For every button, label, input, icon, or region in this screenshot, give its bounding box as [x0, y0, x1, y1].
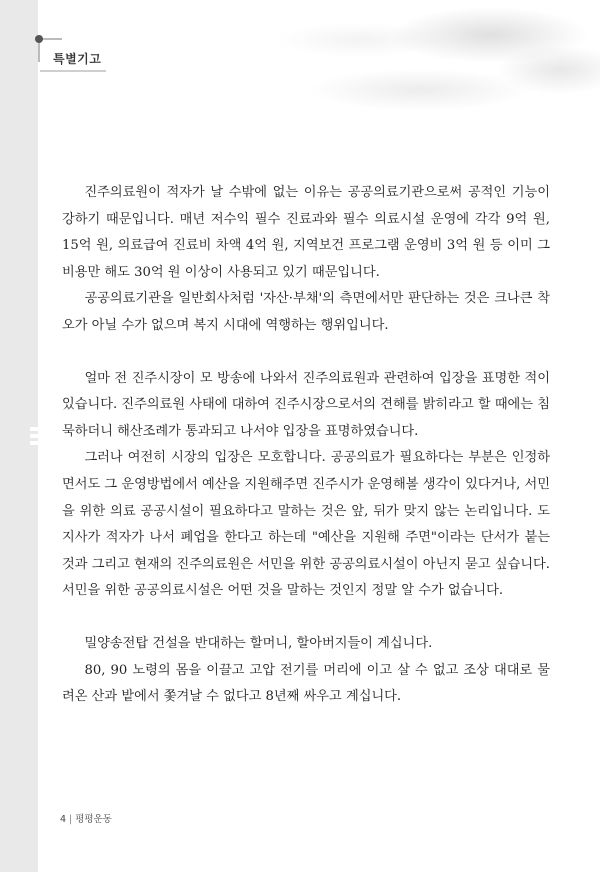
margin-tab — [30, 441, 38, 445]
page-number: 4 — [60, 814, 67, 825]
footer-separator: | — [69, 814, 73, 825]
section-underline — [40, 70, 106, 72]
paragraph: 그러나 여전히 시장의 입장은 모호합니다. 공공의료가 필요하다는 부분은 인정하면서도 그 운영방법에서 예산을 지원해주면 진주시가 운영해볼 생각이 있다거나, 서민을 위한 의료 공공시설이 필요하다고 말하는 것은 앞, 뒤가 맞지 않는 논리입니다. 도지사가 적자가 나서 폐업을 한다고 하는데 "예산을 지원해 주면"이라는 단서가 붙는 것과 그리고 현재의 진주의료원은 서민을 위한 공공의료시설이 아닌지 묻고 싶습니다. 서민을 위한 공공의료시설은 어떤 것을 말하는 것인지 정말 알 수가 없습니다. — [62, 450, 550, 599]
paragraph: 진주의료원이 적자가 날 수밖에 없는 이유는 공공의료기관으로써 공적인 기능이 강하기 때문입니다. 매년 저수익 필수 진료과와 필수 의료시설 운영에 각각 9억 원, 15억 원, 의료급여 진료비 차액 4억 원, 지역보건 프로그램 운영비 3억 원 등 이미 그 비용만 해도 30억 원 이상이 사용되고 있기 때문입니다. — [62, 185, 550, 280]
paragraph: 밀양송전탑 건설을 반대하는 할머니, 할아버지들이 계십니다. — [84, 635, 433, 651]
paragraph: 공공의료기관을 일반회사처럼 '자산·부채'의 측면에서만 판단하는 것은 크나큰 착오가 아닐 수가 없으며 복지 시대에 역행하는 행위입니다. — [62, 291, 550, 333]
section-label: 특별기고 — [53, 52, 102, 66]
publication-name: 평평운동 — [75, 814, 112, 825]
paragraph: 80, 90 노령의 몸을 이끌고 고압 전기를 머리에 이고 살 수 없고 조상 대대로 물려온 산과 밭에서 쫓겨날 수 없다고 8년째 싸우고 계십니다. — [62, 662, 550, 705]
page-footer — [60, 811, 112, 825]
brush-stroke-decoration — [240, 0, 600, 150]
paragraph-gap — [62, 605, 550, 631]
corner-dot-decoration — [35, 35, 43, 43]
article-body — [62, 180, 550, 711]
margin-tab — [30, 434, 38, 438]
paragraph: 얼마 전 진주시장이 모 방송에 나와서 진주의료원과 관련하여 입장을 표명한 적이 있습니다. 진주의료원 사태에 대하여 진주시장으로서의 견해를 밝히라고 할 때에는 침묵하더니 해산조례가 통과되고 나서야 입장을 표명하였습니다. — [62, 370, 550, 439]
paragraph-gap — [62, 340, 550, 366]
margin-tab — [30, 427, 38, 431]
